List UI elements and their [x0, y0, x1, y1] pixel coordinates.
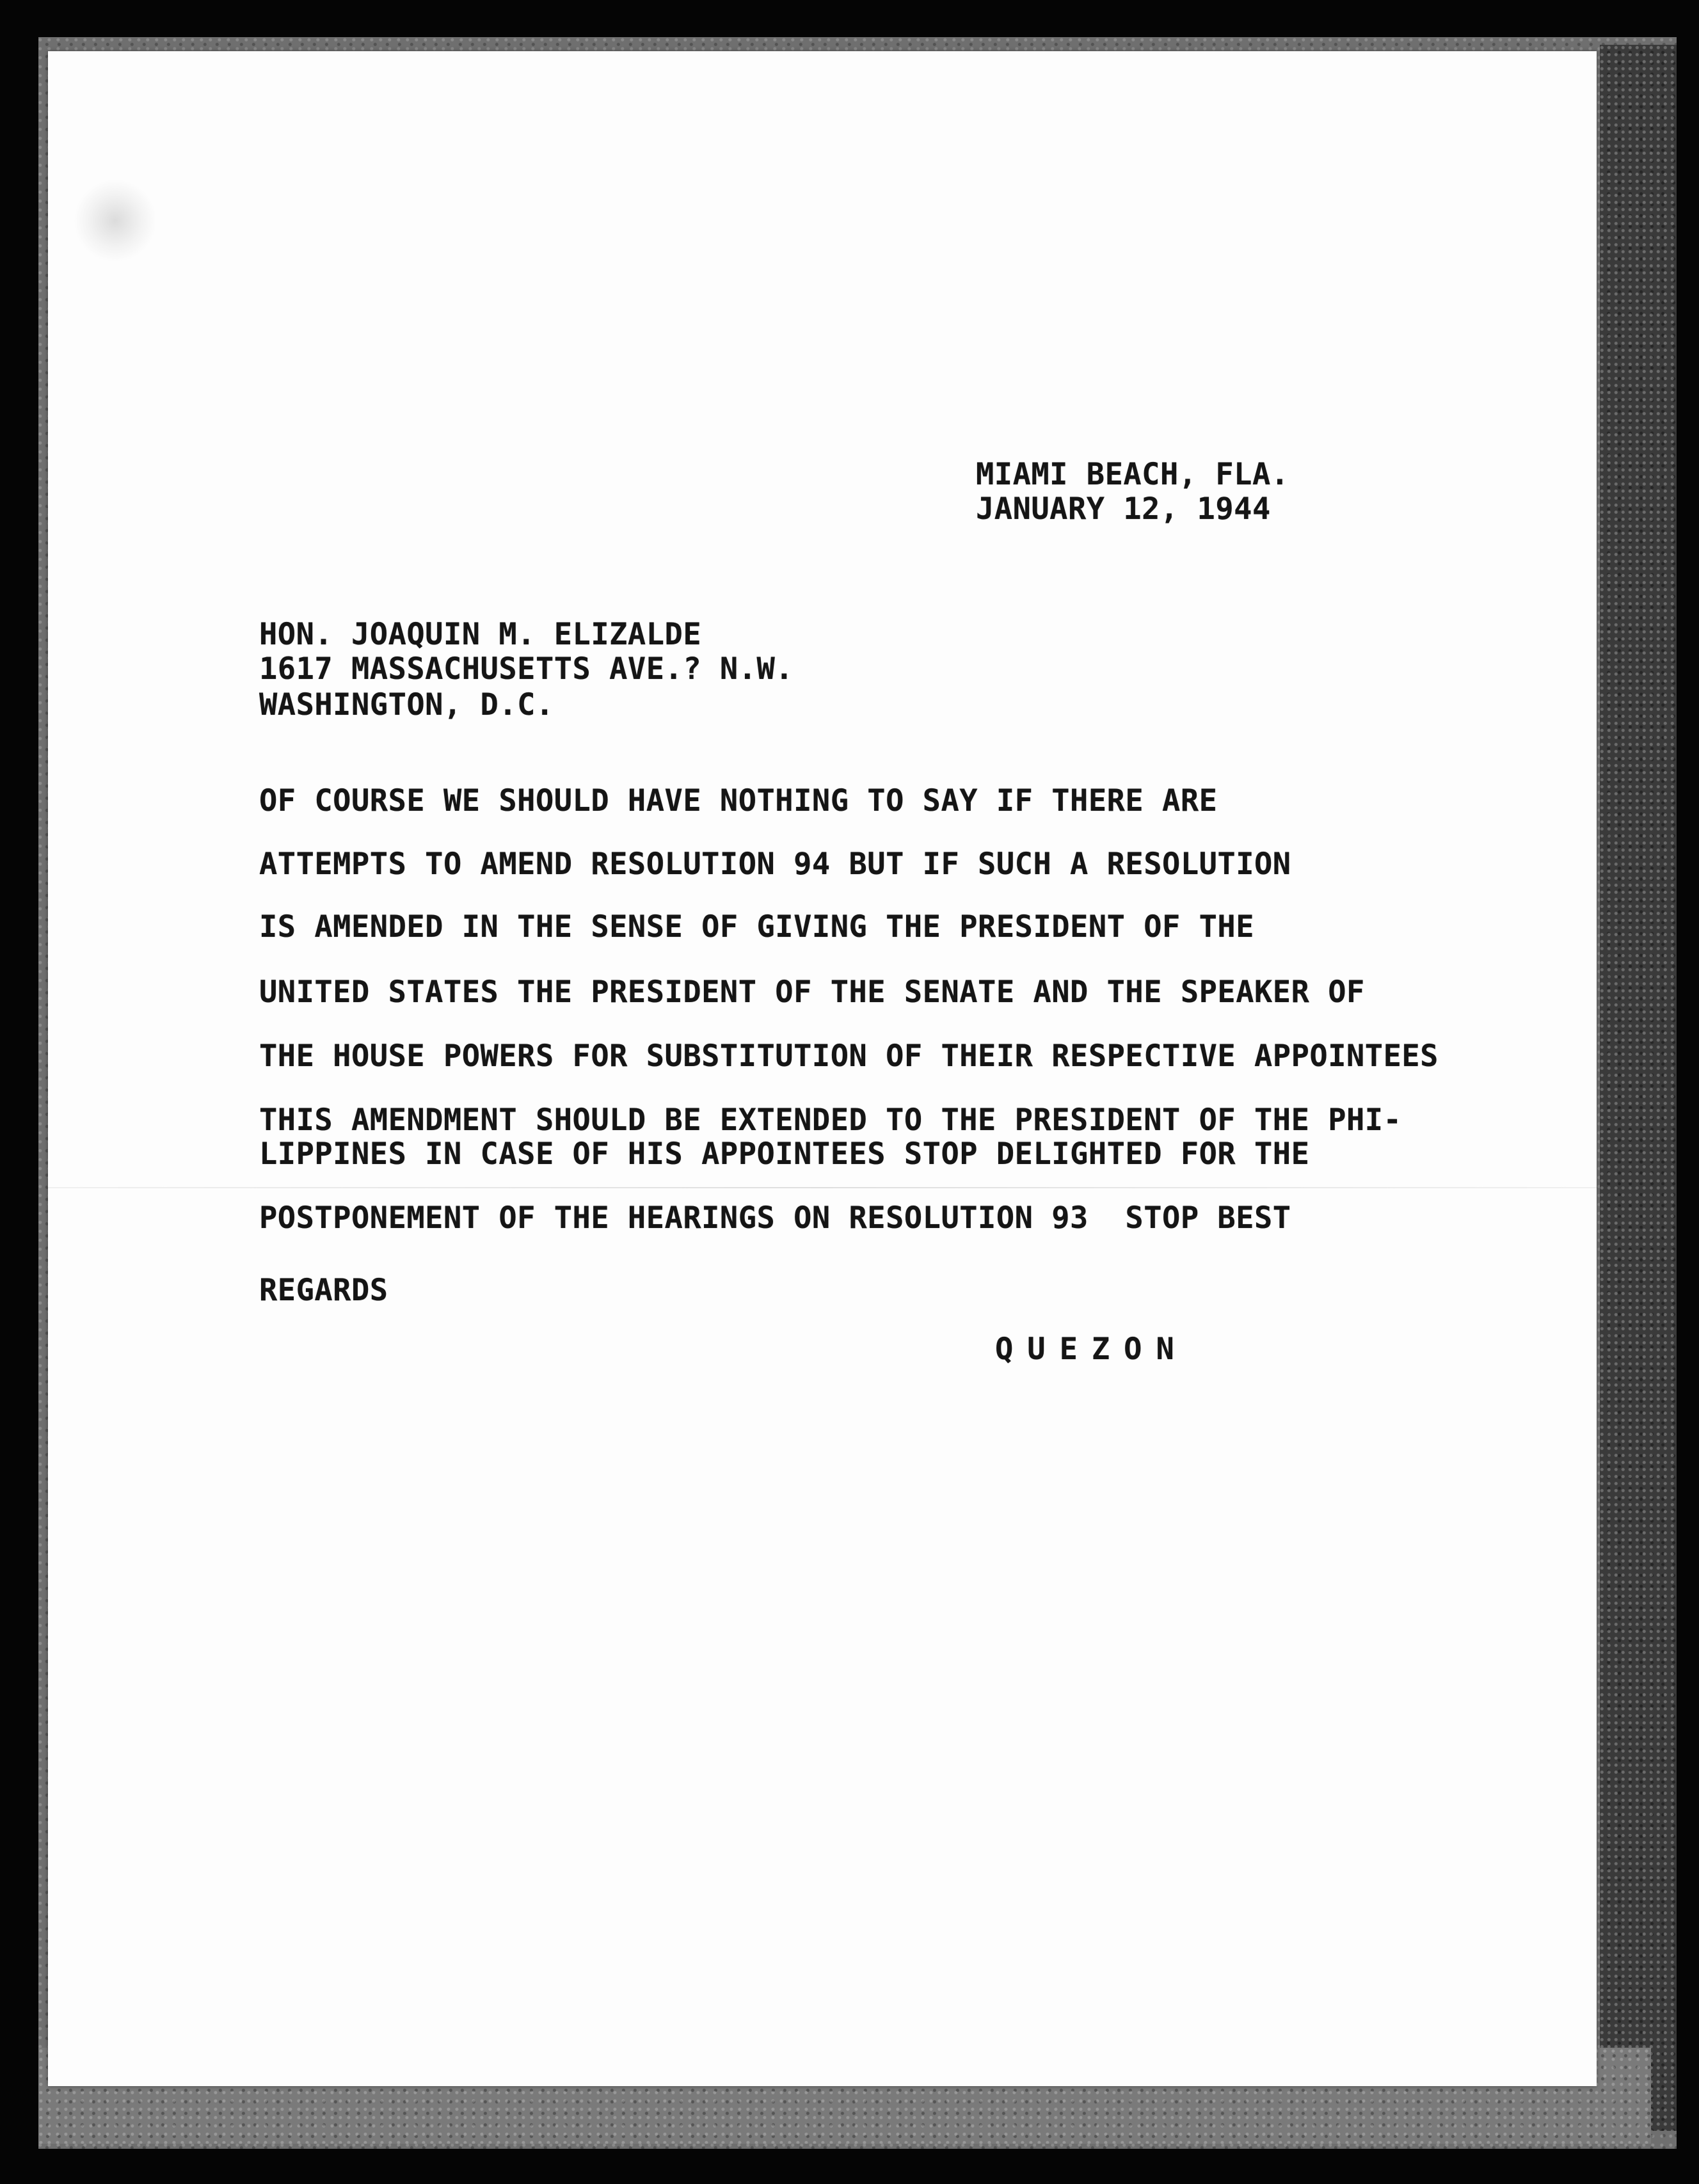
paper-edge-right [1600, 45, 1677, 2131]
body-line: IS AMENDED IN THE SENSE OF GIVING THE PRESIDENT OF THE [259, 909, 1255, 945]
body-line: LIPPINES IN CASE OF HIS APPOINTEES STOP DELIGHTED FOR THE [259, 1136, 1310, 1172]
signature: QUEZON [995, 1332, 1188, 1367]
dateline-place: MIAMI BEACH, FLA. [976, 457, 1289, 492]
recipient-city: WASHINGTON, D.C. [259, 687, 554, 722]
body-line: OF COURSE WE SHOULD HAVE NOTHING TO SAY IF THERE ARE [259, 783, 1218, 818]
body-line: REGARDS [259, 1273, 388, 1308]
dateline-date: JANUARY 12, 1944 [976, 491, 1271, 527]
body-line: UNITED STATES THE PRESIDENT OF THE SENATE AND THE SPEAKER OF [259, 975, 1365, 1010]
body-line: THIS AMENDMENT SHOULD BE EXTENDED TO THE PRESIDENT OF THE PHI- [259, 1103, 1402, 1138]
fold-line [48, 1187, 1597, 1188]
paper-smudge [74, 179, 157, 262]
body-line: POSTPONEMENT OF THE HEARINGS ON RESOLUTION 93 STOP BEST [259, 1200, 1291, 1236]
recipient-name: HON. JOAQUIN M. ELIZALDE [259, 617, 702, 652]
recipient-street: 1617 MASSACHUSETTS AVE.? N.W. [259, 651, 794, 687]
body-line: ATTEMPTS TO AMEND RESOLUTION 94 BUT IF SUCH A RESOLUTION [259, 847, 1291, 882]
body-line: THE HOUSE POWERS FOR SUBSTITUTION OF THEIR RESPECTIVE APPOINTEES [259, 1039, 1439, 1074]
